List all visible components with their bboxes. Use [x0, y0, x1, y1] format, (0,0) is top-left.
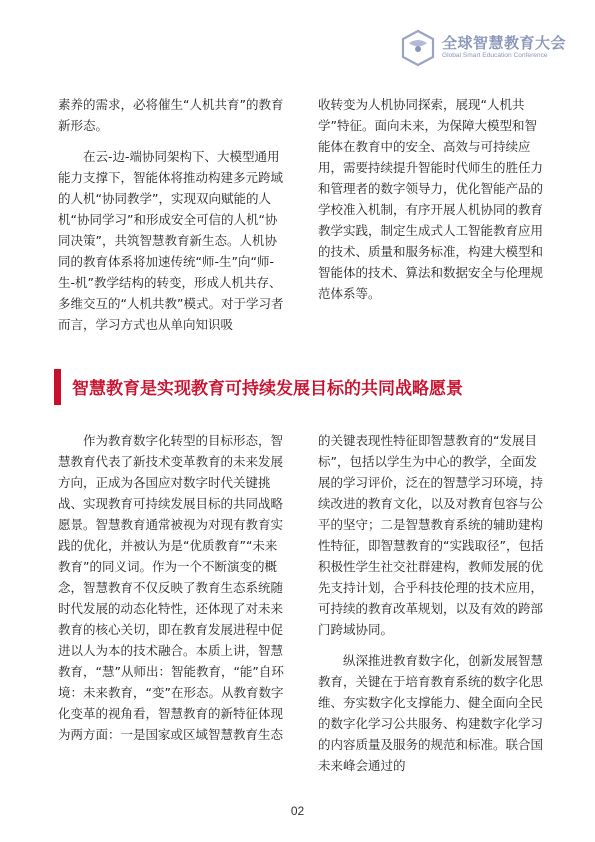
paragraph: 作为教育数字化转型的目标形态，智慧教育代表了新技术变革教育的未来发展方向，正成为各国应对数字时代关键挑战、实现教育可持续发展目标的共同战略愿景。智慧教育通常被视为对现有教育实践的优化，并被认为是“优质教育”“未来教育”的同义词。作为一个不断演变的概念，智慧教育不仅反映了教育生态系统随时代发展的动态化特性，还体现了对未来教育的核心关切，即在教育发展进程中促进以人为本的技术融合。本质上讲，智慧教育，“慧”从师出：智能教育，“能”自环境：未来教育，“变”在形态。从教育数字化变革的视角看，智慧教育的新特征体现为两方面：一是国家或区域智慧教育生态: [58, 433, 284, 742]
logo-title-cn: 全球智慧教育大会: [442, 34, 567, 52]
section1-right-column: [318, 94, 544, 304]
section2-left-column: [58, 430, 284, 745]
section2-right-column: [318, 430, 544, 776]
paragraph: 纵深推进教育数字化，创新发展智慧教育，关键在于培育教育系统的数字化思维、夯实数字化支撑能力、健全面向全民的数字化学习公共服务、构建数字化学习的内容质量及服务的规范和标准。联合国未来峰会通过的: [318, 653, 544, 773]
paragraph: 收转变为人机协同探索，展现“人机共学”特征。面向未来，为保障大模型和智能体在教育中的安全、高效与可持续应用，需要持续提升智能时代师生的胜任力和管理者的数字领导力，优化智能产品的学校准入机制，有序开展人机协同的教育教学实践，制定生成式人工智能教育应用的技术、质量和服务标准，构建大模型和智能体的技术、算法和数据安全与伦理规范体系等。: [318, 97, 544, 301]
conference-logo: [398, 28, 588, 70]
paragraph: 的关键表现性特征即智慧教育的“发展目标”，包括以学生为中心的教学，全面发展的学习评价，泛在的智慧学习环境，持续改进的教育文化，以及对教育包容与公平的坚守；二是智慧教育系统的辅助建构性特征，即智慧教育的“实践取径”，包括积极性学生社交社群建构，教师发展的优先支持计划，合乎科技伦理的技术应用，可持续的教育改革规划，以及有效的跨部门跨域协同。: [318, 433, 544, 637]
page-number: 02: [290, 804, 305, 818]
logo-title-en: Global Smart Education Conference: [442, 52, 548, 59]
paragraph: 素养的需求，必将催生“人机共育”的教育新形态。: [58, 97, 284, 133]
section-heading: 智慧教育是实现教育可持续发展目标的共同战略愿景: [72, 379, 463, 399]
paragraph: 在云-边-端协同架构下、大模型通用能力支撑下，智能体将推动构建多元跨域的人机“协同教学”，实现双向赋能的人机“协同学习”和形成安全可信的人机“协同决策”，共筑智慧教育新生态。人机协同的教育体系将加速传统“师-生”向“师-生-机”教学结构的转变，形成人机共存、多维交互的“人机共教”模式。对于学习者而言，学习方式也从单向知识吸: [58, 149, 284, 332]
heading-accent-bar: [54, 369, 61, 405]
section1-left-column: [58, 94, 286, 335]
conference-logo-icon: [398, 28, 438, 68]
